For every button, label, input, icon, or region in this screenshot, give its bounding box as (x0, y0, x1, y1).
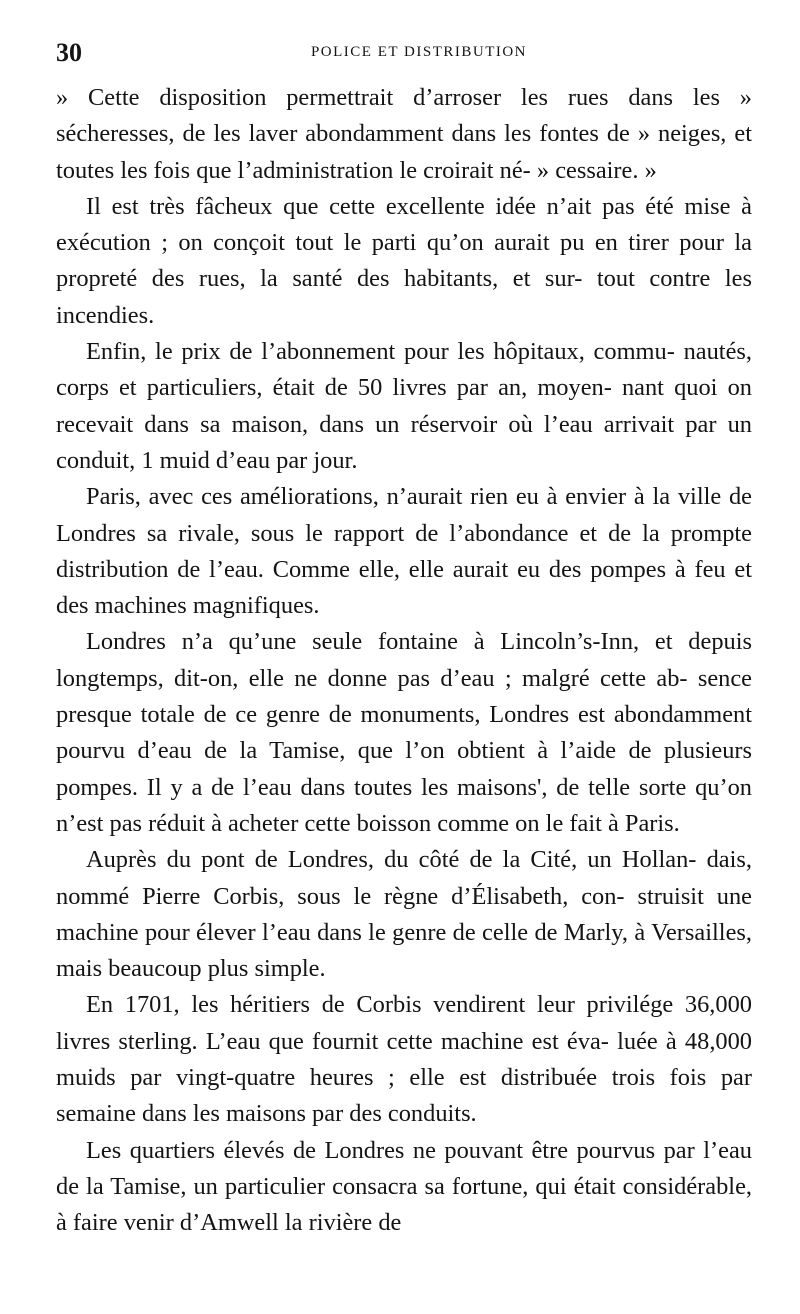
paragraph: Enfin, le prix de l’abonnement pour les hôpitaux, commu- nautés, corps et particuliers, était de 50 livres par an, moyen- nant quoi on recevait dans sa maison, dans un réservoir où l’eau arrivait par un conduit, 1 muid d’eau par jour. (56, 338, 752, 474)
page-number: 30 (56, 38, 82, 67)
paragraph: Auprès du pont de Londres, du côté de la Cité, un Hollan- dais, nommé Pierre Corbis, sous le règne d’Élisabeth, con- struisit une machine pour élever l’eau dans le genre de celle de Marly, à Versailles, mais beaucoup plus simple. (56, 846, 752, 983)
paragraph: En 1701, les héritiers de Corbis vendirent leur privilége 36,000 livres sterling. L’eau que fournit cette machine est éva- luée à 48,000 muids par vingt-quatre heures ; elle est distribuée trois fois par semaine dans les maisons par des conduits. (56, 991, 752, 1128)
page-header (56, 38, 752, 72)
paragraph: Les quartiers élevés de Londres ne pouvant être pourvus par l’eau de la Tamise, un particulier consacra sa fortune, qui était considérable, à faire venir d’Amwell la rivière de (56, 1136, 752, 1237)
running-head: POLICE ET DISTRIBUTION (310, 44, 528, 60)
paragraph-quote-end: » Cette disposition permettrait d’arroser les rues dans les » sécheresses, de les laver abondamment dans les fontes de » neiges, et toutes les fois que l’administration le croirait né- » cessaire. » (56, 84, 752, 184)
paragraph: Il est très fâcheux que cette excellente idée n’ait pas été mise à exécution ; on conçoit tout le parti qu’on aurait pu en tirer pour la propreté des rues, la santé des habitants, et sur- tout contre les incendies. (56, 192, 752, 329)
body-text (56, 80, 752, 1242)
paragraph: Londres n’a qu’une seule fontaine à Lincoln’s-Inn, et depuis longtemps, dit-on, elle ne donne pas d’eau ; malgré cette ab- sence presque totale de ce genre de monuments, Londres est abondamment pourvu d’eau de la Tamise, que l’on obtient à l’aide de plusieurs pompes. Il y a de l’eau dans toutes les maisons', de telle sorte qu’on n’est pas réduit à acheter cette boisson comme on le fait à Paris. (56, 628, 752, 837)
paragraph: Paris, avec ces améliorations, n’aurait rien eu à envier à la ville de Londres sa rivale, sous le rapport de l’abondance et de la prompte distribution de l’eau. Comme elle, elle aurait eu des pompes à feu et des machines magnifiques. (56, 483, 752, 620)
